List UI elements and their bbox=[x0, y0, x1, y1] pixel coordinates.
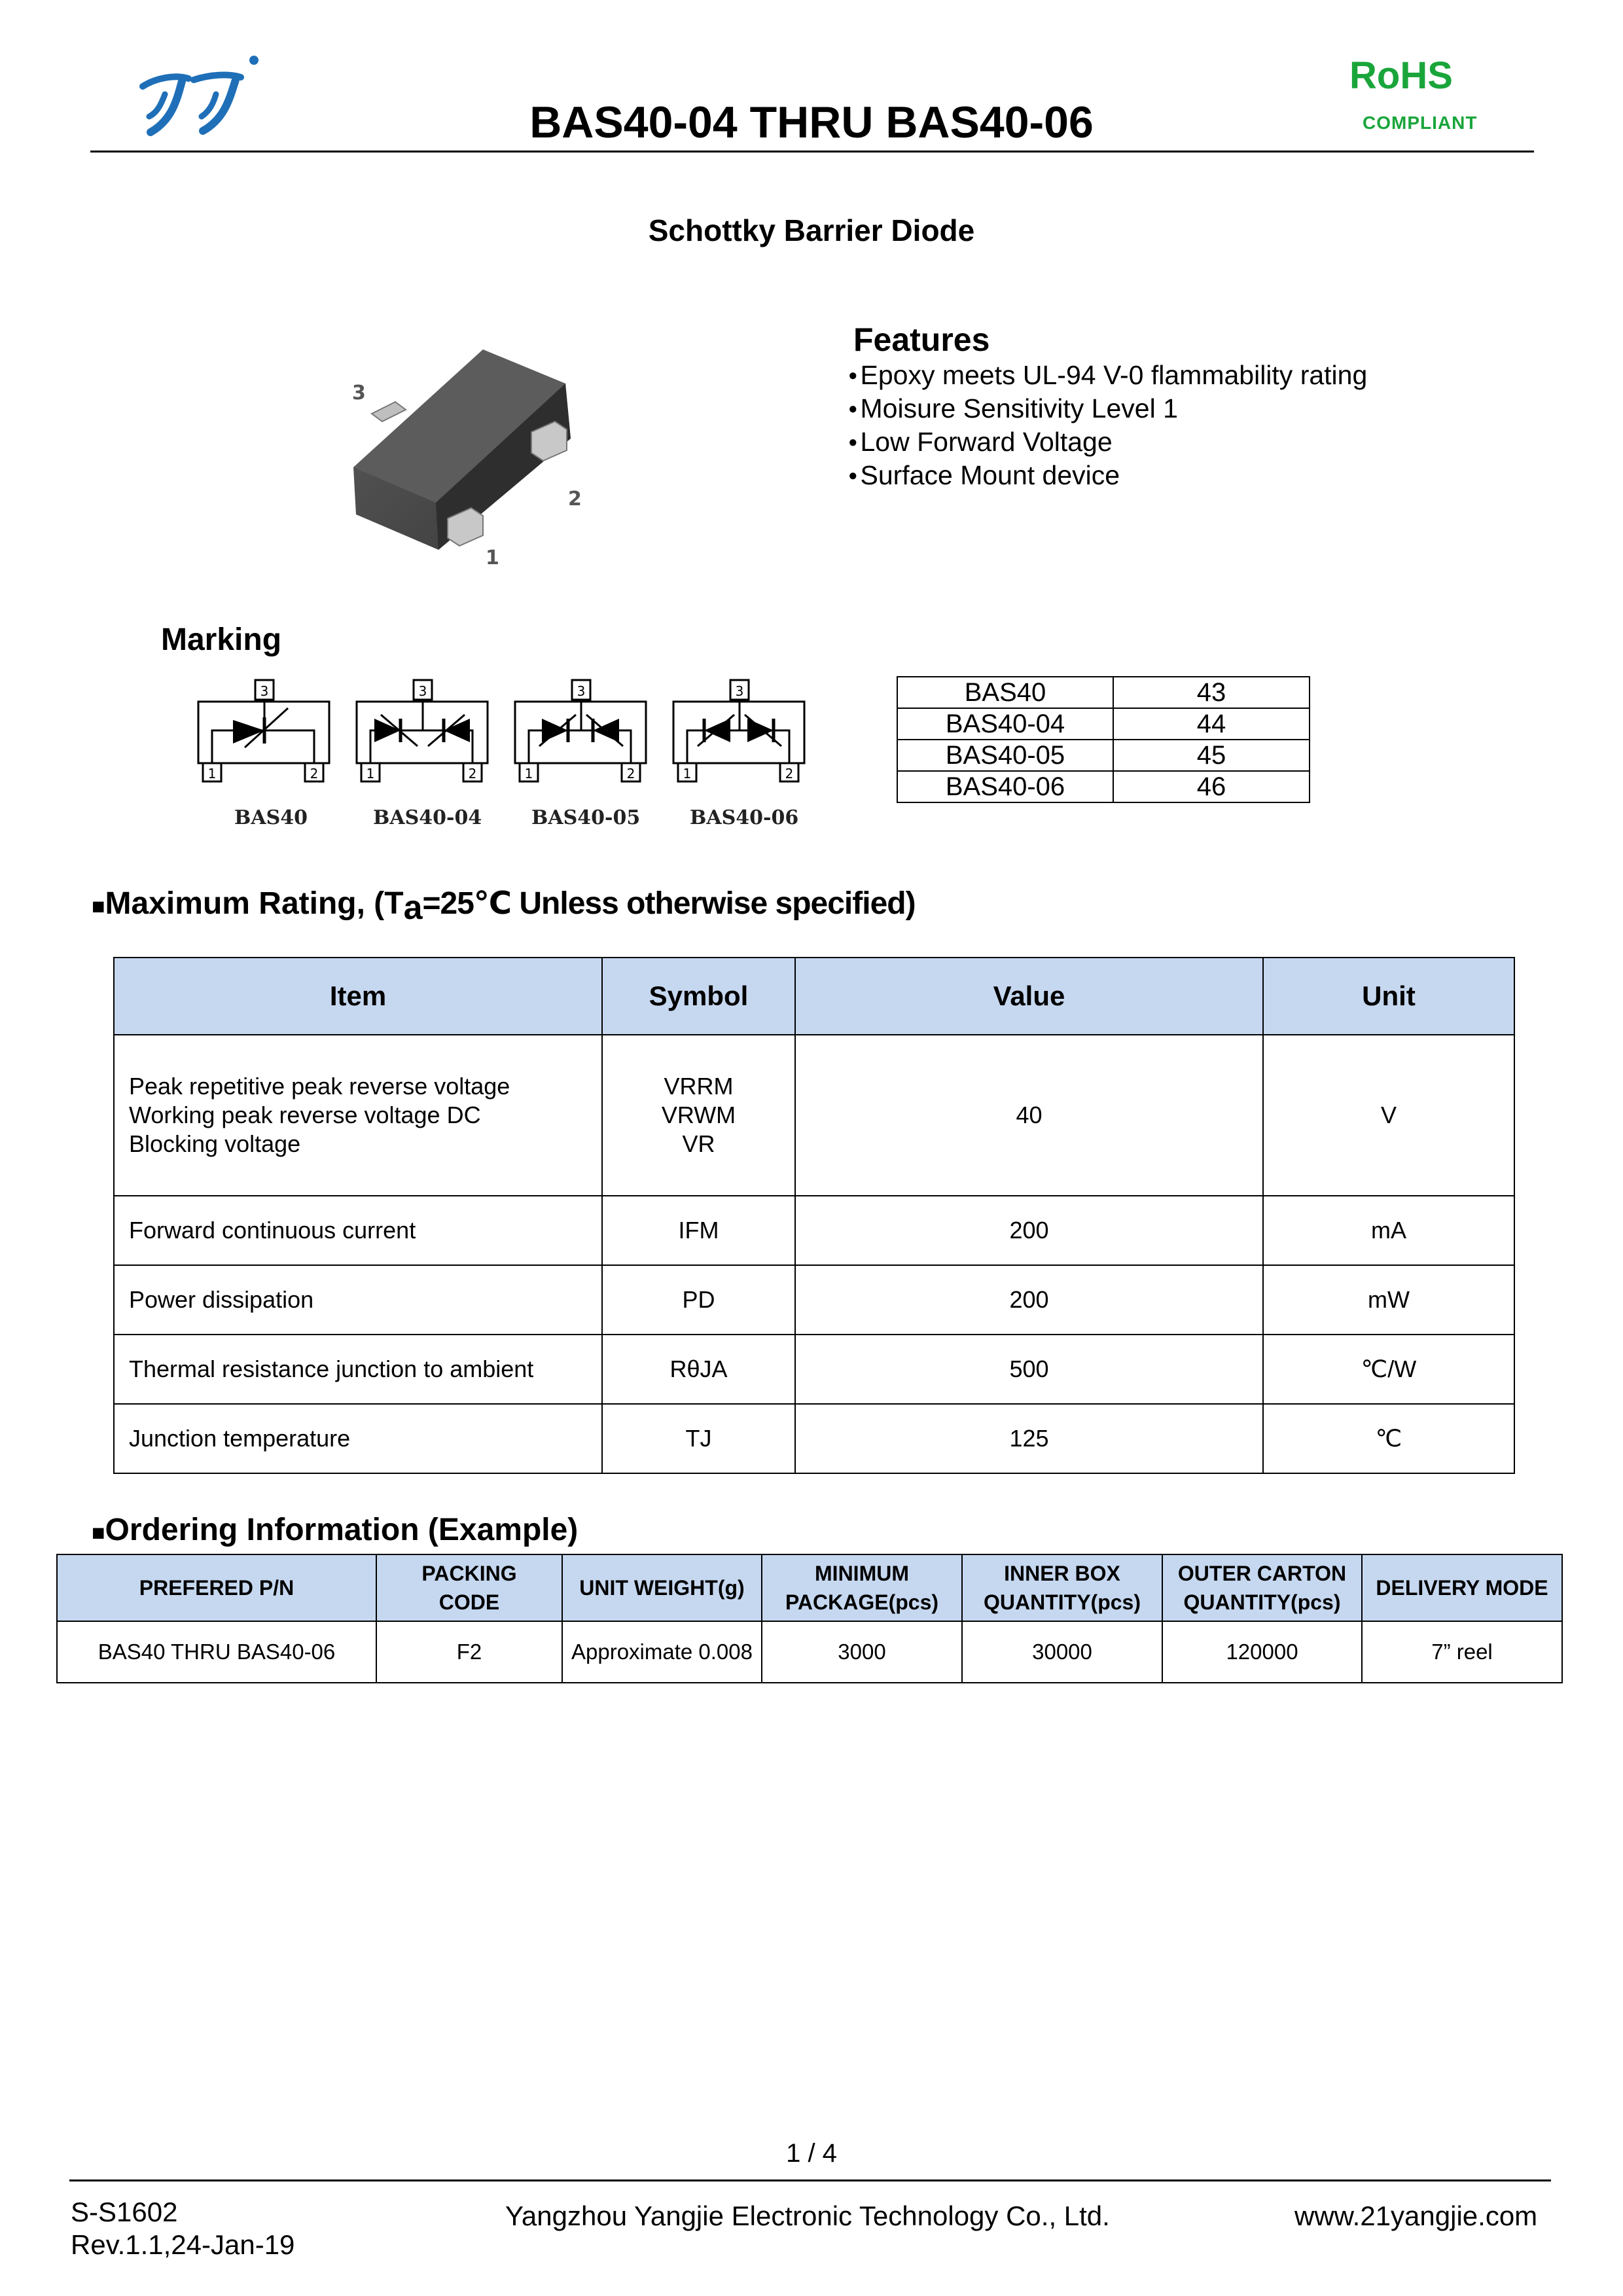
ordering-heading: ■Ordering Information (Example) bbox=[92, 1513, 579, 1547]
table-row bbox=[897, 740, 1310, 771]
section-bullet-icon: ■ bbox=[92, 894, 105, 919]
page-number: 1 / 4 bbox=[786, 2139, 837, 2168]
pin-label: 3 bbox=[735, 683, 744, 699]
marking-diagram-bas40 bbox=[196, 678, 334, 785]
rating-symbol: PD bbox=[602, 1265, 795, 1335]
pin-label: 2 bbox=[626, 766, 635, 781]
rating-value: 40 bbox=[795, 1035, 1263, 1196]
column-header: PACKING CODE bbox=[376, 1554, 562, 1621]
rating-unit: mA bbox=[1263, 1196, 1514, 1265]
marking-caption: BAS40-06 bbox=[690, 806, 799, 829]
marking-part: BAS40-05 bbox=[897, 740, 1113, 771]
rating-unit: mW bbox=[1263, 1265, 1514, 1335]
package-pin-3-label: 3 bbox=[352, 382, 366, 404]
table-header-row bbox=[114, 958, 1514, 1035]
rating-value: 500 bbox=[795, 1335, 1263, 1404]
header-rule bbox=[90, 151, 1534, 152]
marking-code-table bbox=[897, 676, 1310, 803]
table-cell: 7” reel bbox=[1362, 1621, 1562, 1683]
marking-part: BAS40-04 bbox=[897, 708, 1113, 740]
rating-value: 200 bbox=[795, 1265, 1263, 1335]
marking-diagram-bas40-05 bbox=[513, 678, 651, 785]
section-bullet-icon: ■ bbox=[92, 1520, 105, 1545]
package-pin-2-label: 2 bbox=[568, 488, 582, 511]
pin-label: 1 bbox=[683, 766, 692, 781]
ordering-table bbox=[56, 1554, 1563, 1683]
pin-label: 3 bbox=[260, 683, 269, 699]
feature-item: ● Low Forward Voltage bbox=[848, 425, 1367, 459]
table-row bbox=[114, 1035, 1514, 1196]
document-revision: Rev.1.1,24-Jan-19 bbox=[71, 2229, 295, 2260]
table-row bbox=[57, 1621, 1562, 1683]
rohs-compliant-label: COMPLIANT bbox=[1363, 113, 1478, 133]
package-pin-1-label: 1 bbox=[486, 547, 499, 569]
column-header: DELIVERY MODE bbox=[1362, 1554, 1562, 1621]
table-row bbox=[114, 1404, 1514, 1473]
table-cell: 3000 bbox=[762, 1621, 962, 1683]
table-cell: 120000 bbox=[1162, 1621, 1362, 1683]
rating-item: Power dissipation bbox=[114, 1265, 602, 1335]
table-header-row bbox=[57, 1554, 1562, 1621]
marking-code: 43 bbox=[1113, 677, 1310, 708]
document-number: S-S1602 bbox=[71, 2197, 178, 2227]
company-name: Yangzhou Yangjie Electronic Technology Co., Ltd. bbox=[505, 2200, 1110, 2231]
pin-label: 2 bbox=[310, 766, 319, 781]
table-cell: BAS40 THRU BAS40-06 bbox=[57, 1621, 376, 1683]
rating-symbol: IFM bbox=[602, 1196, 795, 1265]
feature-item: ● Moisure Sensitivity Level 1 bbox=[848, 392, 1367, 425]
rating-value: 200 bbox=[795, 1196, 1263, 1265]
marking-caption: BAS40-04 bbox=[373, 806, 482, 829]
document-title: BAS40-04 THRU BAS40-06 bbox=[529, 98, 1094, 147]
pin-label: 2 bbox=[785, 766, 794, 781]
table-row bbox=[114, 1196, 1514, 1265]
rating-symbol: TJ bbox=[602, 1404, 795, 1473]
rating-item: Thermal resistance junction to ambient bbox=[114, 1335, 602, 1404]
marking-code: 45 bbox=[1113, 740, 1310, 771]
max-rating-heading: ■Maximum Rating, (Ta=25℃ Unless otherwise specified) bbox=[92, 886, 916, 927]
table-row bbox=[897, 708, 1310, 740]
table-row bbox=[897, 771, 1310, 802]
pin-label: 1 bbox=[524, 766, 533, 781]
feature-item: ● Surface Mount device bbox=[848, 459, 1367, 492]
features-list bbox=[848, 359, 1367, 492]
sot23-package-image bbox=[340, 334, 602, 569]
marking-diagram-bas40-06 bbox=[671, 678, 809, 785]
pin-label: 3 bbox=[418, 683, 427, 699]
rating-item: Peak repetitive peak reverse voltage Working peak reverse voltage DC Blocking voltage bbox=[114, 1035, 602, 1196]
column-header: MINIMUM PACKAGE(pcs) bbox=[762, 1554, 962, 1621]
product-subtitle: Schottky Barrier Diode bbox=[648, 213, 975, 247]
marking-part: BAS40 bbox=[897, 677, 1113, 708]
table-cell: 30000 bbox=[962, 1621, 1162, 1683]
rating-item: Forward continuous current bbox=[114, 1196, 602, 1265]
website-link[interactable]: www.21yangjie.com bbox=[1294, 2200, 1538, 2231]
rating-symbol: RθJA bbox=[602, 1335, 795, 1404]
marking-part: BAS40-06 bbox=[897, 771, 1113, 802]
rohs-label: RoHS bbox=[1349, 54, 1453, 97]
features-heading: Features bbox=[853, 321, 990, 358]
column-header: UNIT WEIGHT(g) bbox=[562, 1554, 762, 1621]
column-header: OUTER CARTON QUANTITY(pcs) bbox=[1162, 1554, 1362, 1621]
rating-value: 125 bbox=[795, 1404, 1263, 1473]
column-header: INNER BOX QUANTITY(pcs) bbox=[962, 1554, 1162, 1621]
rating-symbol: VRRM VRWM VR bbox=[602, 1035, 795, 1196]
marking-code: 44 bbox=[1113, 708, 1310, 740]
rating-unit: ℃/W bbox=[1263, 1335, 1514, 1404]
marking-caption: BAS40 bbox=[234, 806, 308, 829]
footer-rule bbox=[69, 2179, 1551, 2181]
table-row bbox=[897, 677, 1310, 708]
rating-unit: ℃ bbox=[1263, 1404, 1514, 1473]
column-header: Value bbox=[795, 958, 1263, 1035]
marking-code: 46 bbox=[1113, 771, 1310, 802]
pin-label: 3 bbox=[577, 683, 586, 699]
table-row bbox=[114, 1335, 1514, 1404]
marking-caption: BAS40-05 bbox=[531, 806, 641, 829]
marking-diagram-bas40-04 bbox=[355, 678, 492, 785]
column-header: Symbol bbox=[602, 958, 795, 1035]
table-cell: Approximate 0.008 bbox=[562, 1621, 762, 1683]
column-header: Item bbox=[114, 958, 602, 1035]
table-cell: F2 bbox=[376, 1621, 562, 1683]
pin-label: 1 bbox=[207, 766, 217, 781]
rating-item: Junction temperature bbox=[114, 1404, 602, 1473]
feature-item: ● Epoxy meets UL-94 V-0 flammability rating bbox=[848, 359, 1367, 392]
column-header: PREFERED P/N bbox=[57, 1554, 376, 1621]
marking-heading: Marking bbox=[161, 622, 282, 657]
pin-label: 2 bbox=[468, 766, 477, 781]
column-header: Unit bbox=[1263, 958, 1514, 1035]
pin-label: 1 bbox=[366, 766, 375, 781]
max-rating-table bbox=[113, 957, 1515, 1474]
table-row bbox=[114, 1265, 1514, 1335]
rating-unit: V bbox=[1263, 1035, 1514, 1196]
